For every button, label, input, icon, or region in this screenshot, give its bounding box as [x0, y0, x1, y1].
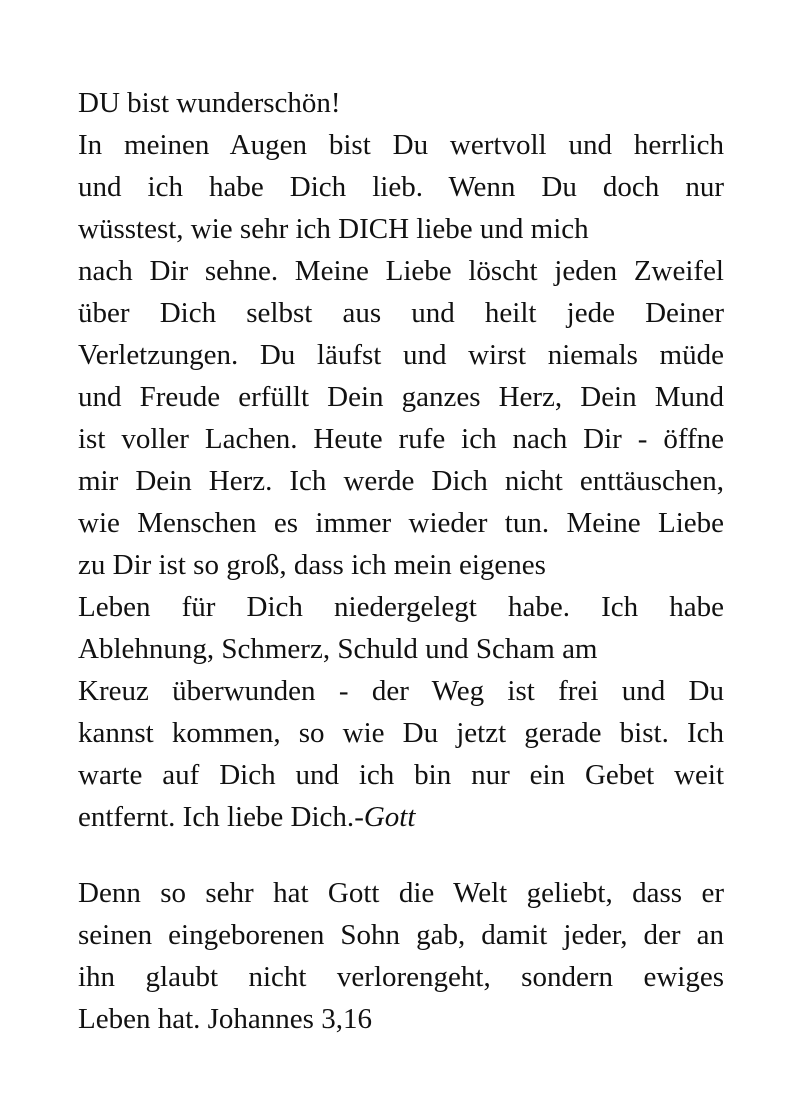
letter-line: Ablehnung, Schmerz, Schuld und Scham am [78, 633, 598, 665]
verse-line: seinen eingeborenen Sohn gab, damit jeder, der an [78, 919, 724, 951]
letter-line: DU bist wunderschön! [78, 87, 341, 119]
bible-verse-paragraph [78, 872, 724, 1040]
letter-line: mir Dein Herz. Ich werde Dich nicht enttäuschen, [78, 465, 724, 497]
letter-line: ist voller Lachen. Heute rufe ich nach Dir - öffne [78, 423, 724, 455]
letter-line: kannst kommen, so wie Du jetzt gerade bist. Ich [78, 717, 724, 749]
letter-line: und Freude erfüllt Dein ganzes Herz, Dein Mund [78, 381, 724, 413]
letter-line: nach Dir sehne. Meine Liebe löscht jeden Zweifel [78, 255, 724, 287]
letter-line: In meinen Augen bist Du wertvoll und herrlich [78, 129, 724, 161]
verse-line: ihn glaubt nicht verlorengeht, sondern ewiges [78, 961, 724, 993]
letter-line: Leben für Dich niedergelegt habe. Ich habe [78, 591, 724, 623]
letter-line: warte auf Dich und ich bin nur ein Gebet weit [78, 759, 724, 791]
letter-paragraph [78, 82, 724, 838]
letter-last-line [78, 796, 724, 838]
signature: -Gott [354, 801, 416, 833]
verse-line: Leben hat. Johannes 3,16 [78, 1003, 372, 1035]
letter-line: zu Dir ist so groß, dass ich mein eigenes [78, 549, 546, 581]
letter-line: und ich habe Dich lieb. Wenn Du doch nur [78, 171, 724, 203]
letter-line: Verletzungen. Du läufst und wirst niemals müde [78, 339, 724, 371]
verse-line: Denn so sehr hat Gott die Welt geliebt, dass er [78, 877, 724, 909]
letter-line: wüsstest, wie sehr ich DICH liebe und mich [78, 213, 589, 245]
letter-closing-text: entfernt. Ich liebe Dich. [78, 801, 355, 833]
letter-line: wie Menschen es immer wieder tun. Meine Liebe [78, 507, 724, 539]
letter-line: Kreuz überwunden - der Weg ist frei und Du [78, 675, 724, 707]
letter-line: über Dich selbst aus und heilt jede Deiner [78, 297, 724, 329]
